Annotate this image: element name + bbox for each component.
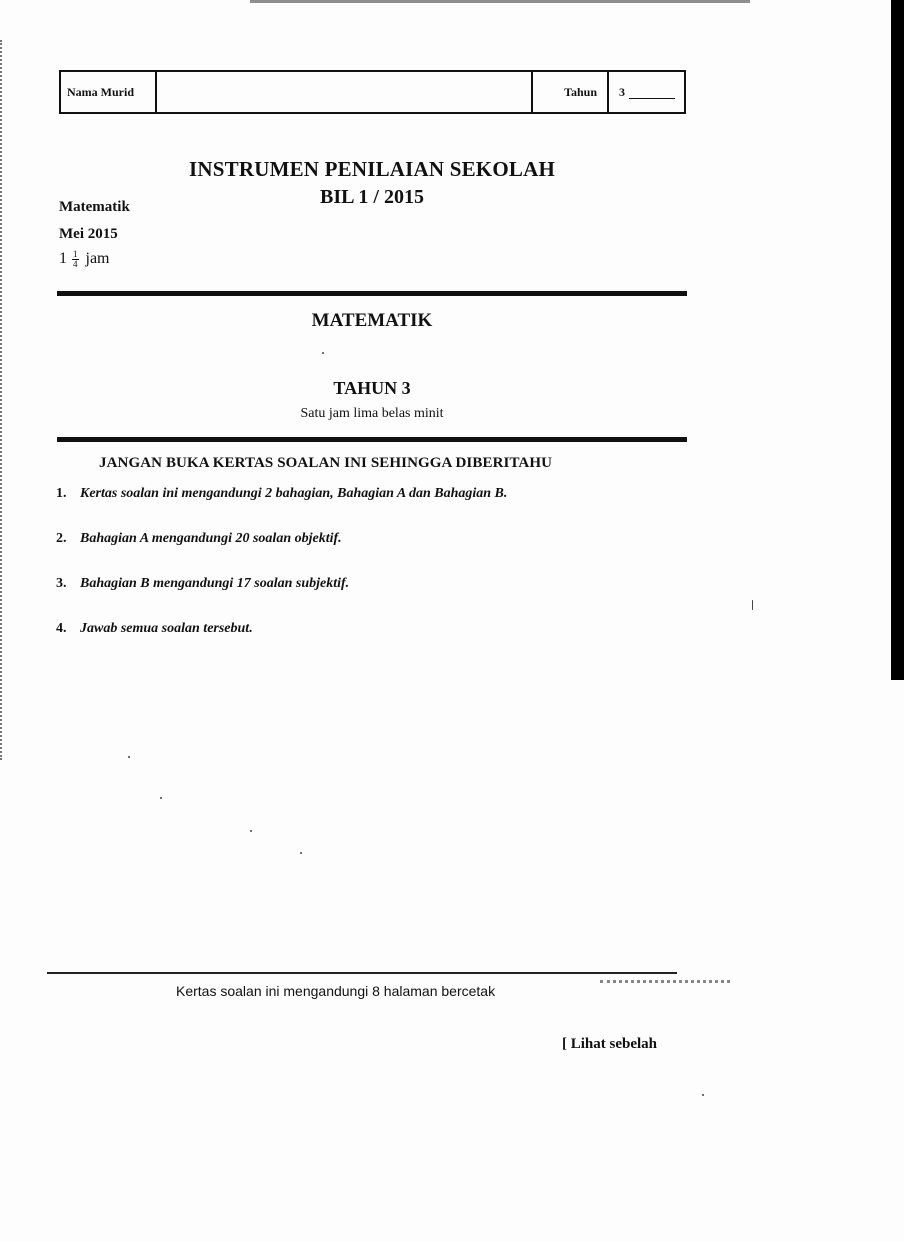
year-field[interactable]	[609, 72, 684, 112]
meta-subject: Matematik	[59, 199, 130, 215]
instruction-number: 3.	[56, 576, 67, 591]
footer-divider	[47, 972, 677, 974]
scan-speck	[322, 352, 324, 354]
scan-edge-right	[891, 0, 904, 680]
page-count-note: Kertas soalan ini mengandungi 8 halaman bercetak	[176, 983, 496, 999]
instruction-item	[56, 621, 253, 637]
scan-speck	[128, 756, 130, 758]
meta-date: Mei 2015	[59, 226, 118, 242]
duration-in-words: Satu jam lima belas minit	[300, 406, 444, 421]
fraction-denominator: 4	[73, 259, 78, 269]
instruction-item	[56, 576, 349, 592]
scan-speck	[752, 600, 753, 610]
fraction-numerator: 1	[73, 249, 78, 259]
year-value: 3	[619, 84, 625, 99]
scan-edge-top	[250, 0, 750, 3]
scan-smudge	[600, 966, 730, 983]
instruction-text: Jawab semua soalan tersebut.	[80, 621, 253, 636]
instruction-item	[56, 486, 507, 502]
see-next-page-note: [ Lihat sebelah	[562, 1036, 658, 1052]
duration-unit: jam	[85, 250, 110, 268]
instruction-text: Kertas soalan ini mengandungi 2 bahagian, Bahagian A dan Bahagian B.	[80, 486, 508, 501]
year-label: Tahun	[533, 72, 609, 112]
instruction-number: 4.	[56, 621, 67, 636]
exam-series: BIL 1 / 2015	[320, 186, 424, 208]
scan-speck	[250, 830, 252, 832]
student-info-box	[59, 70, 686, 114]
instruction-number: 1.	[56, 486, 67, 501]
duration-fraction	[72, 250, 79, 269]
duration-whole: 1	[59, 250, 67, 268]
scan-speck	[160, 797, 162, 799]
student-name-label: Nama Murid	[61, 72, 157, 112]
student-name-field[interactable]	[157, 72, 533, 112]
instruction-item	[56, 531, 342, 547]
instruction-text: Bahagian A mengandungi 20 soalan objektif.	[80, 531, 342, 546]
divider-bottom	[57, 437, 687, 442]
year-blank-line	[629, 86, 675, 99]
scan-speck	[300, 852, 302, 854]
exam-title: INSTRUMEN PENILAIAN SEKOLAH	[189, 157, 555, 181]
scan-speck	[702, 1094, 704, 1096]
meta-duration	[59, 250, 110, 269]
do-not-open-warning: JANGAN BUKA KERTAS SOALAN INI SEHINGGA DIBERITAHU	[99, 455, 553, 471]
instruction-text: Bahagian B mengandungi 17 soalan subjektif.	[80, 576, 350, 591]
instruction-number: 2.	[56, 531, 67, 546]
subject-heading: MATEMATIK	[311, 310, 433, 331]
scan-edge-left	[0, 40, 5, 760]
divider-top	[57, 291, 687, 296]
year-heading: TAHUN 3	[333, 378, 411, 398]
